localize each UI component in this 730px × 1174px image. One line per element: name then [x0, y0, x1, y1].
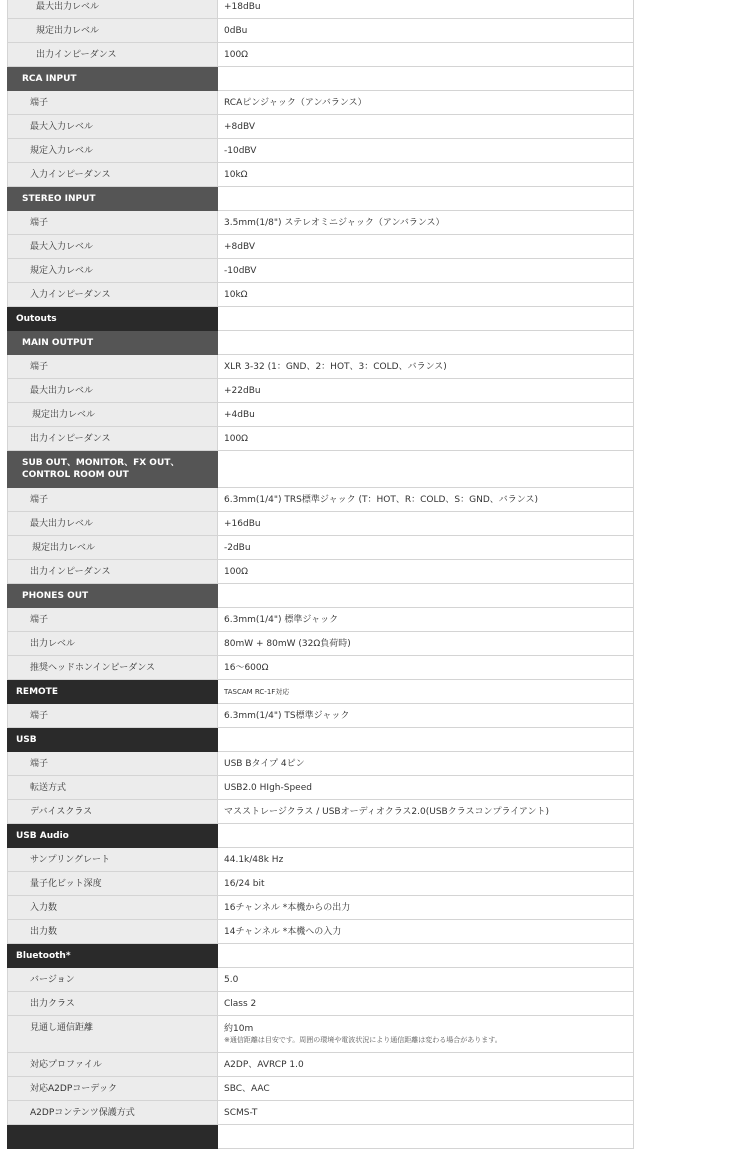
spec-label: 最大出力レベル [8, 512, 218, 536]
spec-value: RCAピンジャック（アンバランス） [218, 91, 634, 115]
spec-value: 10kΩ [218, 163, 634, 187]
spec-label: 最大出力レベル [8, 0, 218, 19]
spec-row [8, 968, 634, 992]
spec-label: 規定出力レベル [8, 403, 218, 427]
spec-value: +8dBV [218, 235, 634, 259]
spec-label: 規定入力レベル [8, 139, 218, 163]
spec-value: マスストレージクラス / USBオーディオクラス2.0(USBクラスコンプライアント) [218, 800, 634, 824]
spec-label: 入力数 [8, 896, 218, 920]
section-title: PHONES OUT [8, 584, 218, 608]
spec-row [8, 1053, 634, 1077]
spec-value: 6.3mm(1/4") 標準ジャック [218, 608, 634, 632]
spec-row [8, 704, 634, 728]
spec-label: 推奨ヘッドホンインピーダンス [8, 656, 218, 680]
spec-row [8, 536, 634, 560]
spec-value: +16dBu [218, 512, 634, 536]
spec-label: 端子 [8, 355, 218, 379]
spec-row [8, 992, 634, 1016]
spec-row [8, 0, 634, 19]
spec-value-note: ※通信距離は目安です。周囲の環境や電波状況により通信距離は変わる場合があります。 [224, 1036, 502, 1044]
spec-label: 端子 [8, 488, 218, 512]
spec-label: 最大入力レベル [8, 115, 218, 139]
spec-value: SBC、AAC [218, 1077, 634, 1101]
spec-value: +18dBu [218, 0, 634, 19]
section-header-row [8, 728, 634, 752]
spec-value [218, 824, 634, 848]
subsection-header-row [8, 67, 634, 91]
section-title: USB Audio [8, 824, 218, 848]
spec-value: 100Ω [218, 43, 634, 67]
section-header-row [8, 680, 634, 704]
spec-row [8, 848, 634, 872]
spec-label: 出力インピーダンス [8, 427, 218, 451]
spec-row [8, 355, 634, 379]
spec-value [218, 944, 634, 968]
spec-label: 対応プロファイル [8, 1053, 218, 1077]
spec-value [218, 451, 634, 488]
spec-value [218, 67, 634, 91]
spec-row [8, 43, 634, 67]
spec-value [218, 1125, 634, 1149]
spec-row [8, 752, 634, 776]
spec-label: 端子 [8, 211, 218, 235]
spec-value: Class 2 [218, 992, 634, 1016]
section-title: Bluetooth* [8, 944, 218, 968]
spec-row [8, 656, 634, 680]
spec-value [218, 584, 634, 608]
section-title: SUB OUT、MONITOR、FX OUT、CONTROL ROOM OUT [8, 451, 218, 488]
spec-table-body [8, 0, 634, 1149]
spec-value: TASCAM RC-1F対応 [218, 680, 634, 704]
spec-label: 出力数 [8, 920, 218, 944]
section-header-row [8, 307, 634, 331]
section-title: MAIN OUTPUT [8, 331, 218, 355]
spec-label: A2DPコンテンツ保護方式 [8, 1101, 218, 1125]
spec-value [218, 187, 634, 211]
spec-row [8, 91, 634, 115]
spec-value: +22dBu [218, 379, 634, 403]
spec-label: 規定出力レベル [8, 19, 218, 43]
section-title [8, 1125, 218, 1149]
spec-row [8, 427, 634, 451]
spec-label: 端子 [8, 752, 218, 776]
spec-value: 16/24 bit [218, 872, 634, 896]
spec-value: 100Ω [218, 560, 634, 584]
subsection-header-row [8, 187, 634, 211]
spec-value: -10dBV [218, 259, 634, 283]
spec-label: 転送方式 [8, 776, 218, 800]
spec-row [8, 608, 634, 632]
spec-value-main: 約10m [224, 1024, 254, 1034]
spec-label: 規定出力レベル [8, 536, 218, 560]
spec-value: 14チャンネル *本機への入力 [218, 920, 634, 944]
section-title: REMOTE [8, 680, 218, 704]
spec-label: 対応A2DPコーデック [8, 1077, 218, 1101]
spec-value: 5.0 [218, 968, 634, 992]
spec-row [8, 800, 634, 824]
spec-row [8, 379, 634, 403]
spec-value: 100Ω [218, 427, 634, 451]
spec-label: 規定入力レベル [8, 259, 218, 283]
spec-row [8, 1077, 634, 1101]
spec-value [218, 1016, 634, 1053]
spec-value: +8dBV [218, 115, 634, 139]
spec-value: XLR 3-32 (1：GND、2：HOT、3：COLD、バランス) [218, 355, 634, 379]
spec-label: 見通し通信距離 [8, 1016, 218, 1053]
spec-label: 出力インピーダンス [8, 560, 218, 584]
spec-label: サンプリングレート [8, 848, 218, 872]
spec-row [8, 488, 634, 512]
spec-label: 端子 [8, 608, 218, 632]
spec-value: 16チャンネル *本機からの出力 [218, 896, 634, 920]
section-header-row [8, 944, 634, 968]
spec-label: 量子化ビット深度 [8, 872, 218, 896]
spec-table [7, 0, 634, 1149]
spec-label: 端子 [8, 704, 218, 728]
spec-label: 最大入力レベル [8, 235, 218, 259]
section-title: USB [8, 728, 218, 752]
spec-label: デバイスクラス [8, 800, 218, 824]
spec-row [8, 632, 634, 656]
spec-row [8, 163, 634, 187]
spec-row [8, 115, 634, 139]
spec-row [8, 512, 634, 536]
spec-label: 出力クラス [8, 992, 218, 1016]
spec-row [8, 776, 634, 800]
spec-row [8, 896, 634, 920]
spec-row [8, 211, 634, 235]
subsection-header-row [8, 451, 634, 488]
spec-value: 16〜600Ω [218, 656, 634, 680]
spec-label: 端子 [8, 91, 218, 115]
spec-value [218, 728, 634, 752]
spec-value: 0dBu [218, 19, 634, 43]
spec-value: 10kΩ [218, 283, 634, 307]
section-title: STEREO INPUT [8, 187, 218, 211]
spec-value: 80mW + 80mW (32Ω負荷時) [218, 632, 634, 656]
spec-label: 出力レベル [8, 632, 218, 656]
spec-value: USB Bタイプ 4ピン [218, 752, 634, 776]
spec-row [8, 19, 634, 43]
spec-label: 出力インピーダンス [8, 43, 218, 67]
spec-value: 3.5mm(1/8") ステレオミニジャック（アンバランス） [218, 211, 634, 235]
spec-value: 44.1k/48k Hz [218, 848, 634, 872]
subsection-header-row [8, 584, 634, 608]
spec-label: バージョン [8, 968, 218, 992]
spec-value [218, 307, 634, 331]
spec-value [218, 331, 634, 355]
spec-row [8, 920, 634, 944]
spec-row [8, 1101, 634, 1125]
spec-row [8, 872, 634, 896]
section-header-row [8, 1125, 634, 1149]
spec-value: 6.3mm(1/4") TS標準ジャック [218, 704, 634, 728]
spec-value: 6.3mm(1/4") TRS標準ジャック (T：HOT、R：COLD、S：GND、バランス) [218, 488, 634, 512]
spec-row [8, 403, 634, 427]
spec-row [8, 560, 634, 584]
spec-value: -10dBV [218, 139, 634, 163]
spec-row [8, 259, 634, 283]
spec-row [8, 283, 634, 307]
spec-row [8, 235, 634, 259]
spec-value: SCMS-T [218, 1101, 634, 1125]
spec-value: A2DP、AVRCP 1.0 [218, 1053, 634, 1077]
spec-label: 入力インピーダンス [8, 283, 218, 307]
section-header-row [8, 824, 634, 848]
spec-row [8, 1016, 634, 1053]
section-title: RCA INPUT [8, 67, 218, 91]
spec-row [8, 139, 634, 163]
section-title: Outouts [8, 307, 218, 331]
spec-value: USB2.0 HIgh-Speed [218, 776, 634, 800]
subsection-header-row [8, 331, 634, 355]
spec-value: -2dBu [218, 536, 634, 560]
spec-label: 最大出力レベル [8, 379, 218, 403]
spec-value: +4dBu [218, 403, 634, 427]
spec-label: 入力インピーダンス [8, 163, 218, 187]
